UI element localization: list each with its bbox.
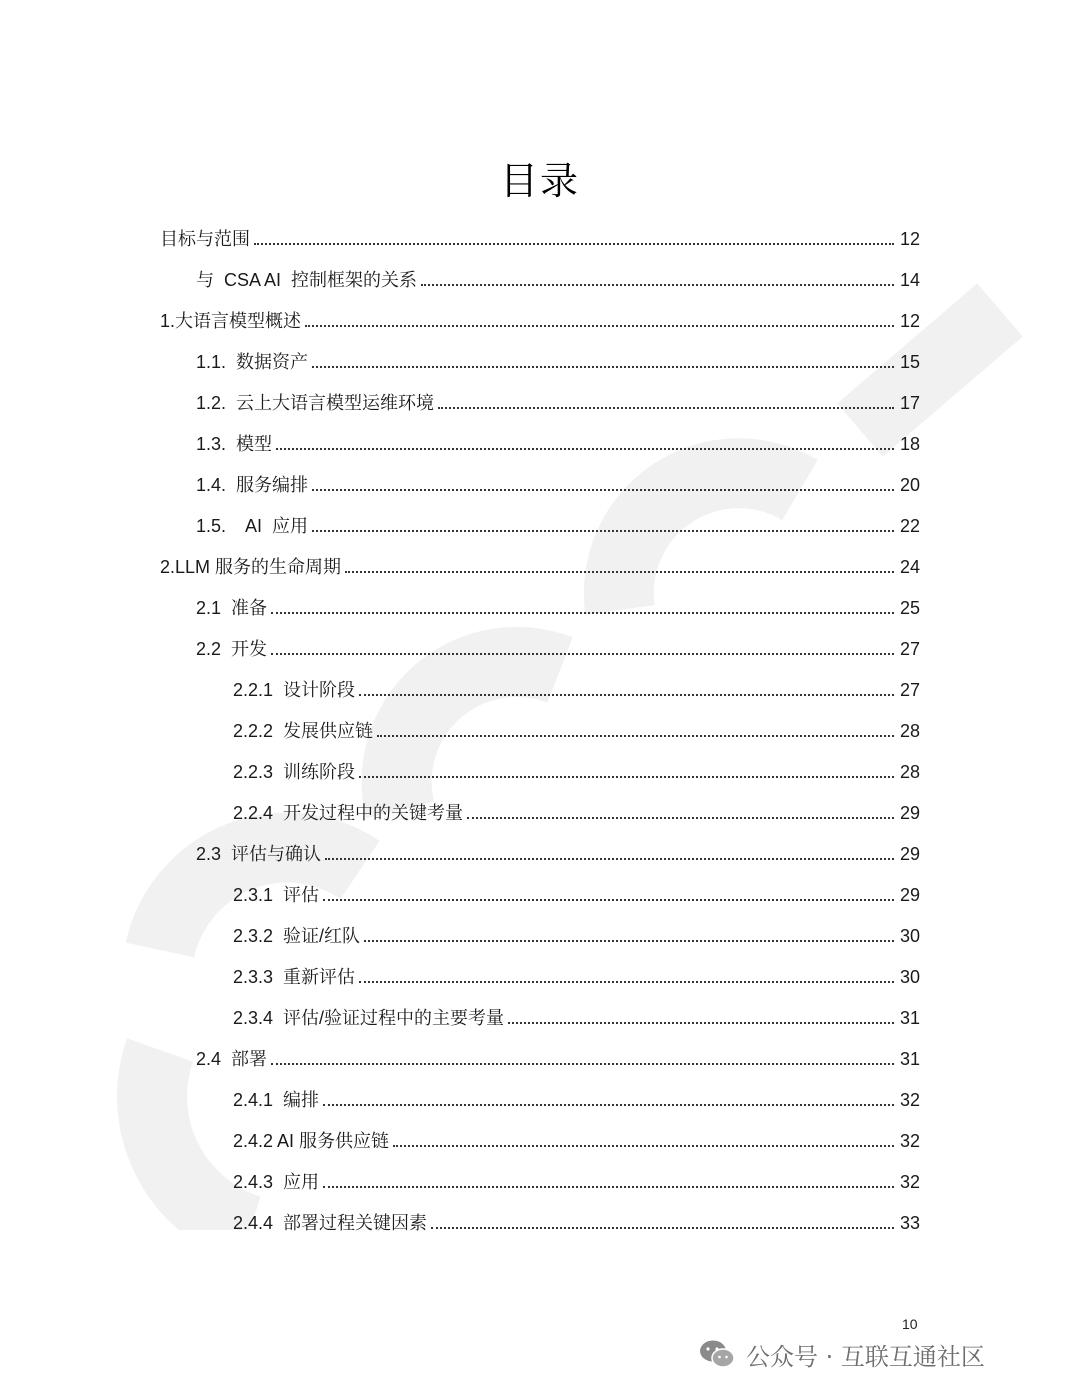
toc-entry-page: 20 <box>899 475 920 495</box>
wechat-icon <box>698 1339 736 1369</box>
toc-entry-page: 25 <box>899 598 920 618</box>
toc-entry-page: 31 <box>899 1049 920 1069</box>
toc-entry[interactable] <box>233 999 920 1029</box>
toc-entry-page: 32 <box>899 1090 920 1110</box>
toc-entry-page: 30 <box>899 926 920 946</box>
toc-entry-label: 2.2.2 发展供应链 <box>233 721 374 741</box>
toc-entry-page: 29 <box>899 803 920 823</box>
toc-entry[interactable] <box>233 1204 920 1234</box>
toc-entry-page: 32 <box>899 1131 920 1151</box>
toc-entry-page: 24 <box>899 557 920 577</box>
toc-entry-label: 1.3. 模型 <box>196 434 273 454</box>
toc-entry-label: 目标与范围 <box>160 229 250 249</box>
toc-leader-dots <box>431 1226 894 1229</box>
toc-entry-label: 1.4. 服务编排 <box>196 475 309 495</box>
toc-leader-dots <box>508 1021 894 1024</box>
toc-entry[interactable] <box>233 1163 920 1193</box>
toc-entry-page: 12 <box>899 229 920 249</box>
page-number: 10 <box>902 1316 918 1332</box>
toc-entry[interactable] <box>196 466 920 496</box>
toc-leader-dots <box>312 488 894 491</box>
toc-entry-page: 28 <box>899 721 920 741</box>
toc-entry-label: 2.1 准备 <box>196 598 268 618</box>
toc-entry-label: 2.LLM 服务的生命周期 <box>160 557 342 577</box>
toc-leader-dots <box>325 857 894 860</box>
toc-entry-page: 12 <box>899 311 920 331</box>
toc-entry-label: 2.4 部署 <box>196 1049 268 1069</box>
toc-entry[interactable] <box>196 343 920 373</box>
toc-leader-dots <box>359 775 894 778</box>
toc-leader-dots <box>467 816 894 819</box>
footer-source <box>698 1338 985 1370</box>
toc-entry[interactable] <box>233 1081 920 1111</box>
toc-entry-label: 2.3.1 评估 <box>233 885 320 905</box>
toc-leader-dots <box>438 406 894 409</box>
toc-leader-dots <box>271 652 894 655</box>
toc-leader-dots <box>305 324 894 327</box>
toc-entry-label: 2.4.4 部署过程关键因素 <box>233 1213 428 1233</box>
toc-entry[interactable] <box>233 917 920 947</box>
toc-entry-label: 1.1. 数据资产 <box>196 352 309 372</box>
toc-leader-dots <box>276 447 894 450</box>
toc-entry-label: 2.3.2 验证/红队 <box>233 926 361 946</box>
toc-entry-page: 31 <box>899 1008 920 1028</box>
toc-entry-page: 28 <box>899 762 920 782</box>
toc-entry-label: 2.2.3 训练阶段 <box>233 762 356 782</box>
toc-entry-label: 2.4.3 应用 <box>233 1172 320 1192</box>
toc-entry-label: 2.3 评估与确认 <box>196 844 322 864</box>
toc-leader-dots <box>359 980 894 983</box>
toc-entry[interactable] <box>196 630 920 660</box>
toc-entry-label: 与 CSA AI 控制框架的关系 <box>196 270 418 290</box>
toc-leader-dots <box>364 939 894 942</box>
toc-entry-label: 2.3.3 重新评估 <box>233 967 356 987</box>
toc-entry-page: 14 <box>899 270 920 290</box>
toc-leader-dots <box>323 1103 894 1106</box>
toc-entry-label: 1.5. AI 应用 <box>196 516 309 536</box>
toc-leader-dots <box>312 529 894 532</box>
footer-text: 公众号 · 互联互通社区 <box>746 1342 985 1371</box>
toc-entry[interactable] <box>233 712 920 742</box>
toc-leader-dots <box>359 693 894 696</box>
toc-leader-dots <box>271 1062 894 1065</box>
toc-leader-dots <box>377 734 894 737</box>
toc-entry-label: 2.2.1 设计阶段 <box>233 680 356 700</box>
toc-entry[interactable] <box>196 589 920 619</box>
toc-leader-dots <box>421 283 894 286</box>
toc-entry-label: 2.4.1 编排 <box>233 1090 320 1110</box>
toc-entry[interactable] <box>196 835 920 865</box>
toc-entry-label: 2.4.2 AI 服务供应链 <box>233 1131 390 1151</box>
toc-entry[interactable] <box>196 1040 920 1070</box>
toc-entry[interactable] <box>233 753 920 783</box>
toc-leader-dots <box>254 242 894 245</box>
toc-entry-label: 2.2 开发 <box>196 639 268 659</box>
toc-entry[interactable] <box>160 548 920 578</box>
toc-entry-label: 2.2.4 开发过程中的关键考量 <box>233 803 464 823</box>
toc-entry-label: 1.大语言模型概述 <box>160 311 302 331</box>
toc-leader-dots <box>345 570 894 573</box>
toc-entry-page: 32 <box>899 1172 920 1192</box>
toc-entry-page: 27 <box>899 639 920 659</box>
toc-entry-page: 15 <box>899 352 920 372</box>
toc-entry-page: 29 <box>899 885 920 905</box>
toc-leader-dots <box>312 365 894 368</box>
toc-entry-label: 1.2. 云上大语言模型运维环境 <box>196 393 435 413</box>
toc-entry[interactable] <box>160 302 920 332</box>
page-title: 目录 <box>499 159 580 203</box>
toc-leader-dots <box>393 1144 894 1147</box>
toc-entry-page: 18 <box>899 434 920 454</box>
toc-entry-label: 2.3.4 评估/验证过程中的主要考量 <box>233 1008 505 1028</box>
toc-entry-page: 29 <box>899 844 920 864</box>
toc-entry[interactable] <box>196 425 920 455</box>
toc-entry-page: 30 <box>899 967 920 987</box>
toc-entry-page: 27 <box>899 680 920 700</box>
toc-leader-dots <box>271 611 894 614</box>
toc-entry-page: 33 <box>899 1213 920 1233</box>
toc-entry[interactable] <box>196 261 920 291</box>
toc-leader-dots <box>323 898 894 901</box>
toc-entry[interactable] <box>233 794 920 824</box>
toc-entry[interactable] <box>233 876 920 906</box>
toc-entry-page: 17 <box>899 393 920 413</box>
toc-leader-dots <box>323 1185 894 1188</box>
toc-entry[interactable] <box>196 384 920 414</box>
toc-entry[interactable] <box>233 671 920 701</box>
toc-entry[interactable] <box>160 220 920 250</box>
toc-entry[interactable] <box>196 507 920 537</box>
toc-entry-page: 22 <box>899 516 920 536</box>
toc-entry[interactable] <box>233 1122 920 1152</box>
toc-entry[interactable] <box>233 958 920 988</box>
